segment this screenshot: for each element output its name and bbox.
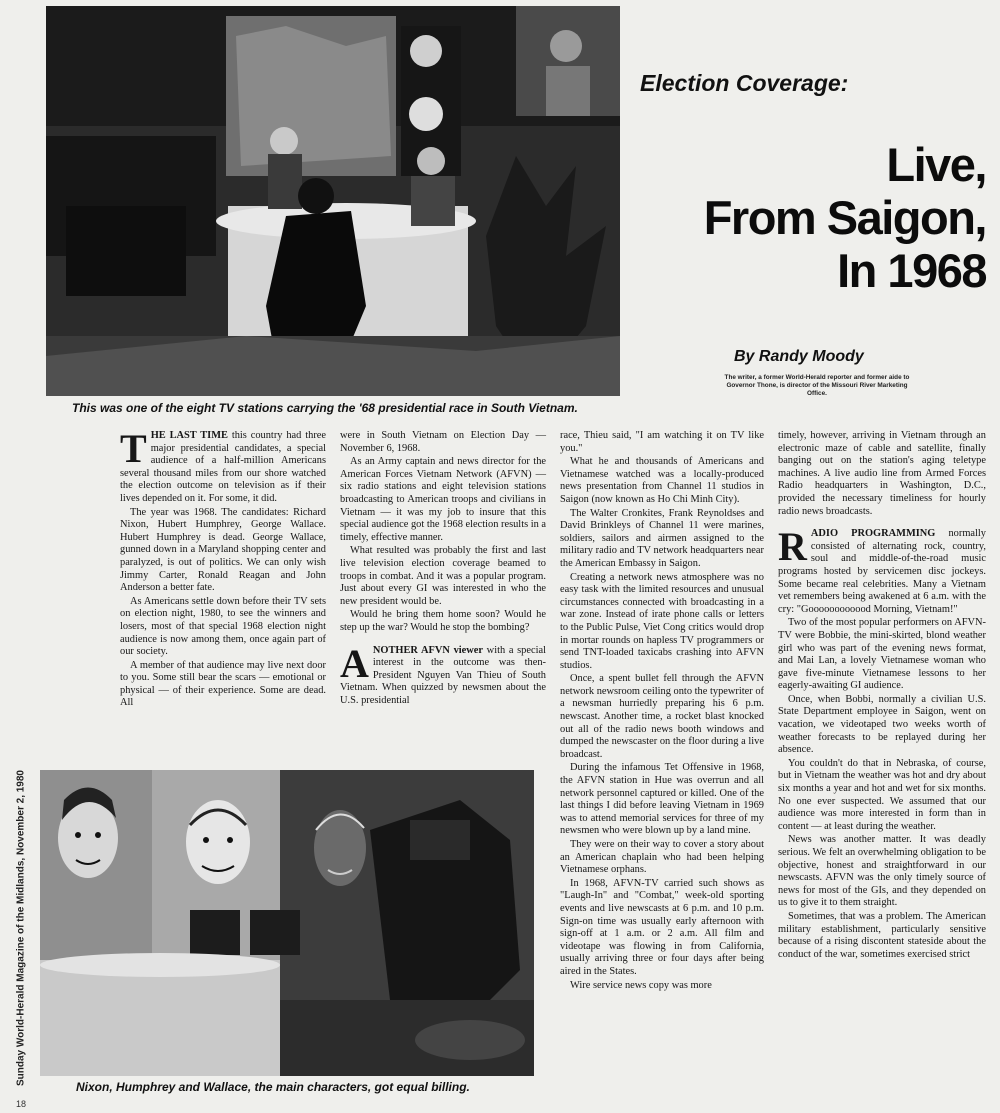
- drop-cap: T: [120, 426, 147, 471]
- lead-in: ADIO PROGRAMMING: [810, 528, 936, 540]
- paragraph-text: normally consisted of alternating rock, country, soul and middle-of-the-road music programs hosted by servicemen disc jockeys. Some became real celebrities. Many a Vietnam vet remembers being awakened at 6 a.m. with the cry: "Goooooooooood Morning, Vietnam!": [778, 528, 986, 615]
- article-column-3: [560, 430, 764, 993]
- paragraph: In 1968, AFVN-TV carried such shows as "Laugh-In" and "Combat," week-old sporting events and live newscasts at 6 p.m. and 10 p.m. Sign-on time was usually early afternoon with sign-off at 1 a.m. or 2 a.m. All film and videotape was flowing in from California, usually arriving three or four days after being aired in the States.: [560, 877, 764, 977]
- drop-cap: A: [340, 640, 369, 686]
- article-column-2: [340, 430, 546, 708]
- paragraph: [778, 524, 986, 616]
- paragraph: [120, 426, 327, 506]
- bottom-photo-caption: Nixon, Humphrey and Wallace, the main characters, got equal billing.: [76, 1080, 470, 1094]
- article-column-4: [778, 430, 986, 962]
- top-photo-caption: This was one of the eight TV stations carrying the '68 presidential race in South Vietnam.: [72, 401, 578, 415]
- paragraph: As an Army captain and news director for the American Forces Vietnam Network (AFVN) — six radio stations and eight television stations broadcasting to American troops and civilians in Vietnam — it was my job to insure that this special audience got the 1968 election results in a timely, effective manner.: [340, 456, 547, 543]
- paragraph: Two of the most popular performers on AFVN-TV were Bobbie, the mini-skirted, blond weather girl who was part of the evening news format, and Mai Lan, a lovely Vietnamese woman who gave five-minute Vietnamese lessons to her eagerly-awaiting GI audience.: [778, 617, 986, 692]
- headline-line-2: From Saigon,: [703, 191, 986, 244]
- paragraph: They were on their way to cover a story about an American chaplain who had been helping Vietnamese orphans.: [560, 839, 764, 876]
- paragraph: Once, when Bobbi, normally a civilian U.S. State Department employee in Saigon, went on vacation, we videotaped two weeks worth of weather forecasts to be replayed during her absence.: [778, 693, 986, 756]
- paragraph: Once, a spent bullet fell through the AFVN network newsroom ceiling onto the typewriter of a newsman hurriedly preparing his 6 p.m. newscast. Another time, a rocket blast knocked out all of the radio news booth windows and dumped the newscaster on the floor during a live broadcast.: [560, 673, 764, 760]
- headline: [626, 138, 986, 297]
- lead-in: NOTHER AFVN viewer: [372, 644, 483, 656]
- paragraph: timely, however, arriving in Vietnam through an electronic maze of cable and satellite, finally banging out on the station's aging teletype machines. A live audio line from Armed Forces Radio headquarters in Washington, D.C., provided the necessary timeliness for hourly radio news broadcasts.: [778, 430, 986, 517]
- paragraph: What resulted was probably the first and last live television election coverage beamed to troops in combat. And it was a popular program. Just about every GI was interested in who the new president would be.: [340, 545, 546, 607]
- publication-info: Sunday World-Herald Magazine of the Midlands, November 2, 1980: [15, 770, 27, 1086]
- tv-studio-photo: [46, 6, 620, 396]
- paragraph: Would he bring them home soon? Would he step up the war? Would he stop the bombing?: [340, 609, 546, 633]
- lead-in: HE LAST TIME: [150, 430, 228, 441]
- paragraph: [340, 640, 546, 708]
- paragraph: You couldn't do that in Nebraska, of course, but in Vietnam the weather was hot and dry about six months a year and hot and wet for six months. No one ever suspected. We assumed that our audience was more interested in form than in content — at least during the weather.: [778, 757, 986, 832]
- headline-line-1: Live,: [886, 138, 986, 191]
- paragraph-text: this country had three major presidential candidates, a special audience of a half-million Americans several thousand miles from our shore watched the election outcome on television as if their lives depended on it. For some, it did.: [120, 430, 327, 504]
- publication-sidebar: [14, 768, 28, 1088]
- paragraph: As Americans settle down before their TV sets on election night, 1980, to see the winners and losers, most of that special 1968 election night audience is now among them, once again part of our society.: [120, 595, 326, 658]
- paragraph: The year was 1968. The candidates: Richard Nixon, Hubert Humphrey, George Wallace. Hubert Humphrey is dead. George Wallace, gunned down in a Maryland shopping center and paralyzed, is out of politics. We can only wish Jimmy Carter, Ronald Reagan and John Anderson a better fate.: [120, 506, 326, 594]
- candidates-set-photo-illustration: [40, 770, 534, 1076]
- headline-line-3: In 1968: [837, 244, 986, 297]
- paragraph: News was another matter. It was deadly serious. We felt an overwhelming obligation to be objective, honest and straightforward in our newscasts. AFVN was the only timely source of news for most of the GIs, and they depended on us to give it to them straight.: [778, 834, 986, 909]
- paragraph: What he and thousands of Americans and Vietnamese watched was a locally-produced news presentation from Channel 11 studios in Saigon (now known as Ho Chi Minh City).: [560, 456, 764, 505]
- tv-studio-photo-illustration: [46, 6, 620, 396]
- paragraph: The Walter Cronkites, Frank Reynoldses and David Brinkleys of Channel 11 were marines, soldiers, sailors and airmen assigned to the military radio and TV network headquarters near the American Embassy in Saigon.: [560, 507, 764, 569]
- paragraph: Sometimes, that was a problem. The American military establishment, particularly sensitive because of a rising discontent stateside about the conduct of the war, sometimes exercised strict: [778, 910, 986, 960]
- drop-cap: R: [778, 524, 807, 570]
- candidates-set-photo: [40, 770, 534, 1076]
- paragraph: Creating a network news atmosphere was no easy task with the limited resources and unusual circumstances connected with broadcasting in a war zone. Instead of irate phone calls or letters to the Public Pulse, Viet Cong critics would drop in mortar rounds on hapless TV programmers or send TNT-loaded taxicabs crashing into AFVN studios.: [560, 571, 764, 671]
- paragraph: race, Thieu said, "I am watching it on TV like you.": [560, 430, 764, 454]
- paragraph: were in South Vietnam on Election Day — November 6, 1968.: [340, 430, 546, 454]
- paragraph: Wire service news copy was more: [570, 979, 712, 991]
- paragraph-text: with a special interest in the outcome was then-President Nguyen Van Thieu of South Vietnam. When quizzed by newsmen about the U.S. presidential: [340, 644, 546, 706]
- byline: By Randy Moody: [734, 348, 864, 365]
- article-column-1: [120, 426, 327, 711]
- author-bio-note: The writer, a former World-Herald reporter and former aide to Governor Thone, is director of the Missouri River Marketing Office.: [724, 374, 910, 397]
- page-number: 18: [16, 1099, 27, 1109]
- paragraph: During the infamous Tet Offensive in 1968, the AFVN station in Hue was overrun and all network personnel captured or killed. One of the last things I did before leaving Vietnam in 1969 was to attend memorial services for three of my newsmen who were blown up by a land mine.: [560, 762, 764, 837]
- kicker: Election Coverage:: [640, 70, 849, 96]
- paragraph: A member of that audience may live next door to you. Some still bear the scars — emotional or physical — of their experience. Some are dead. All: [120, 659, 326, 709]
